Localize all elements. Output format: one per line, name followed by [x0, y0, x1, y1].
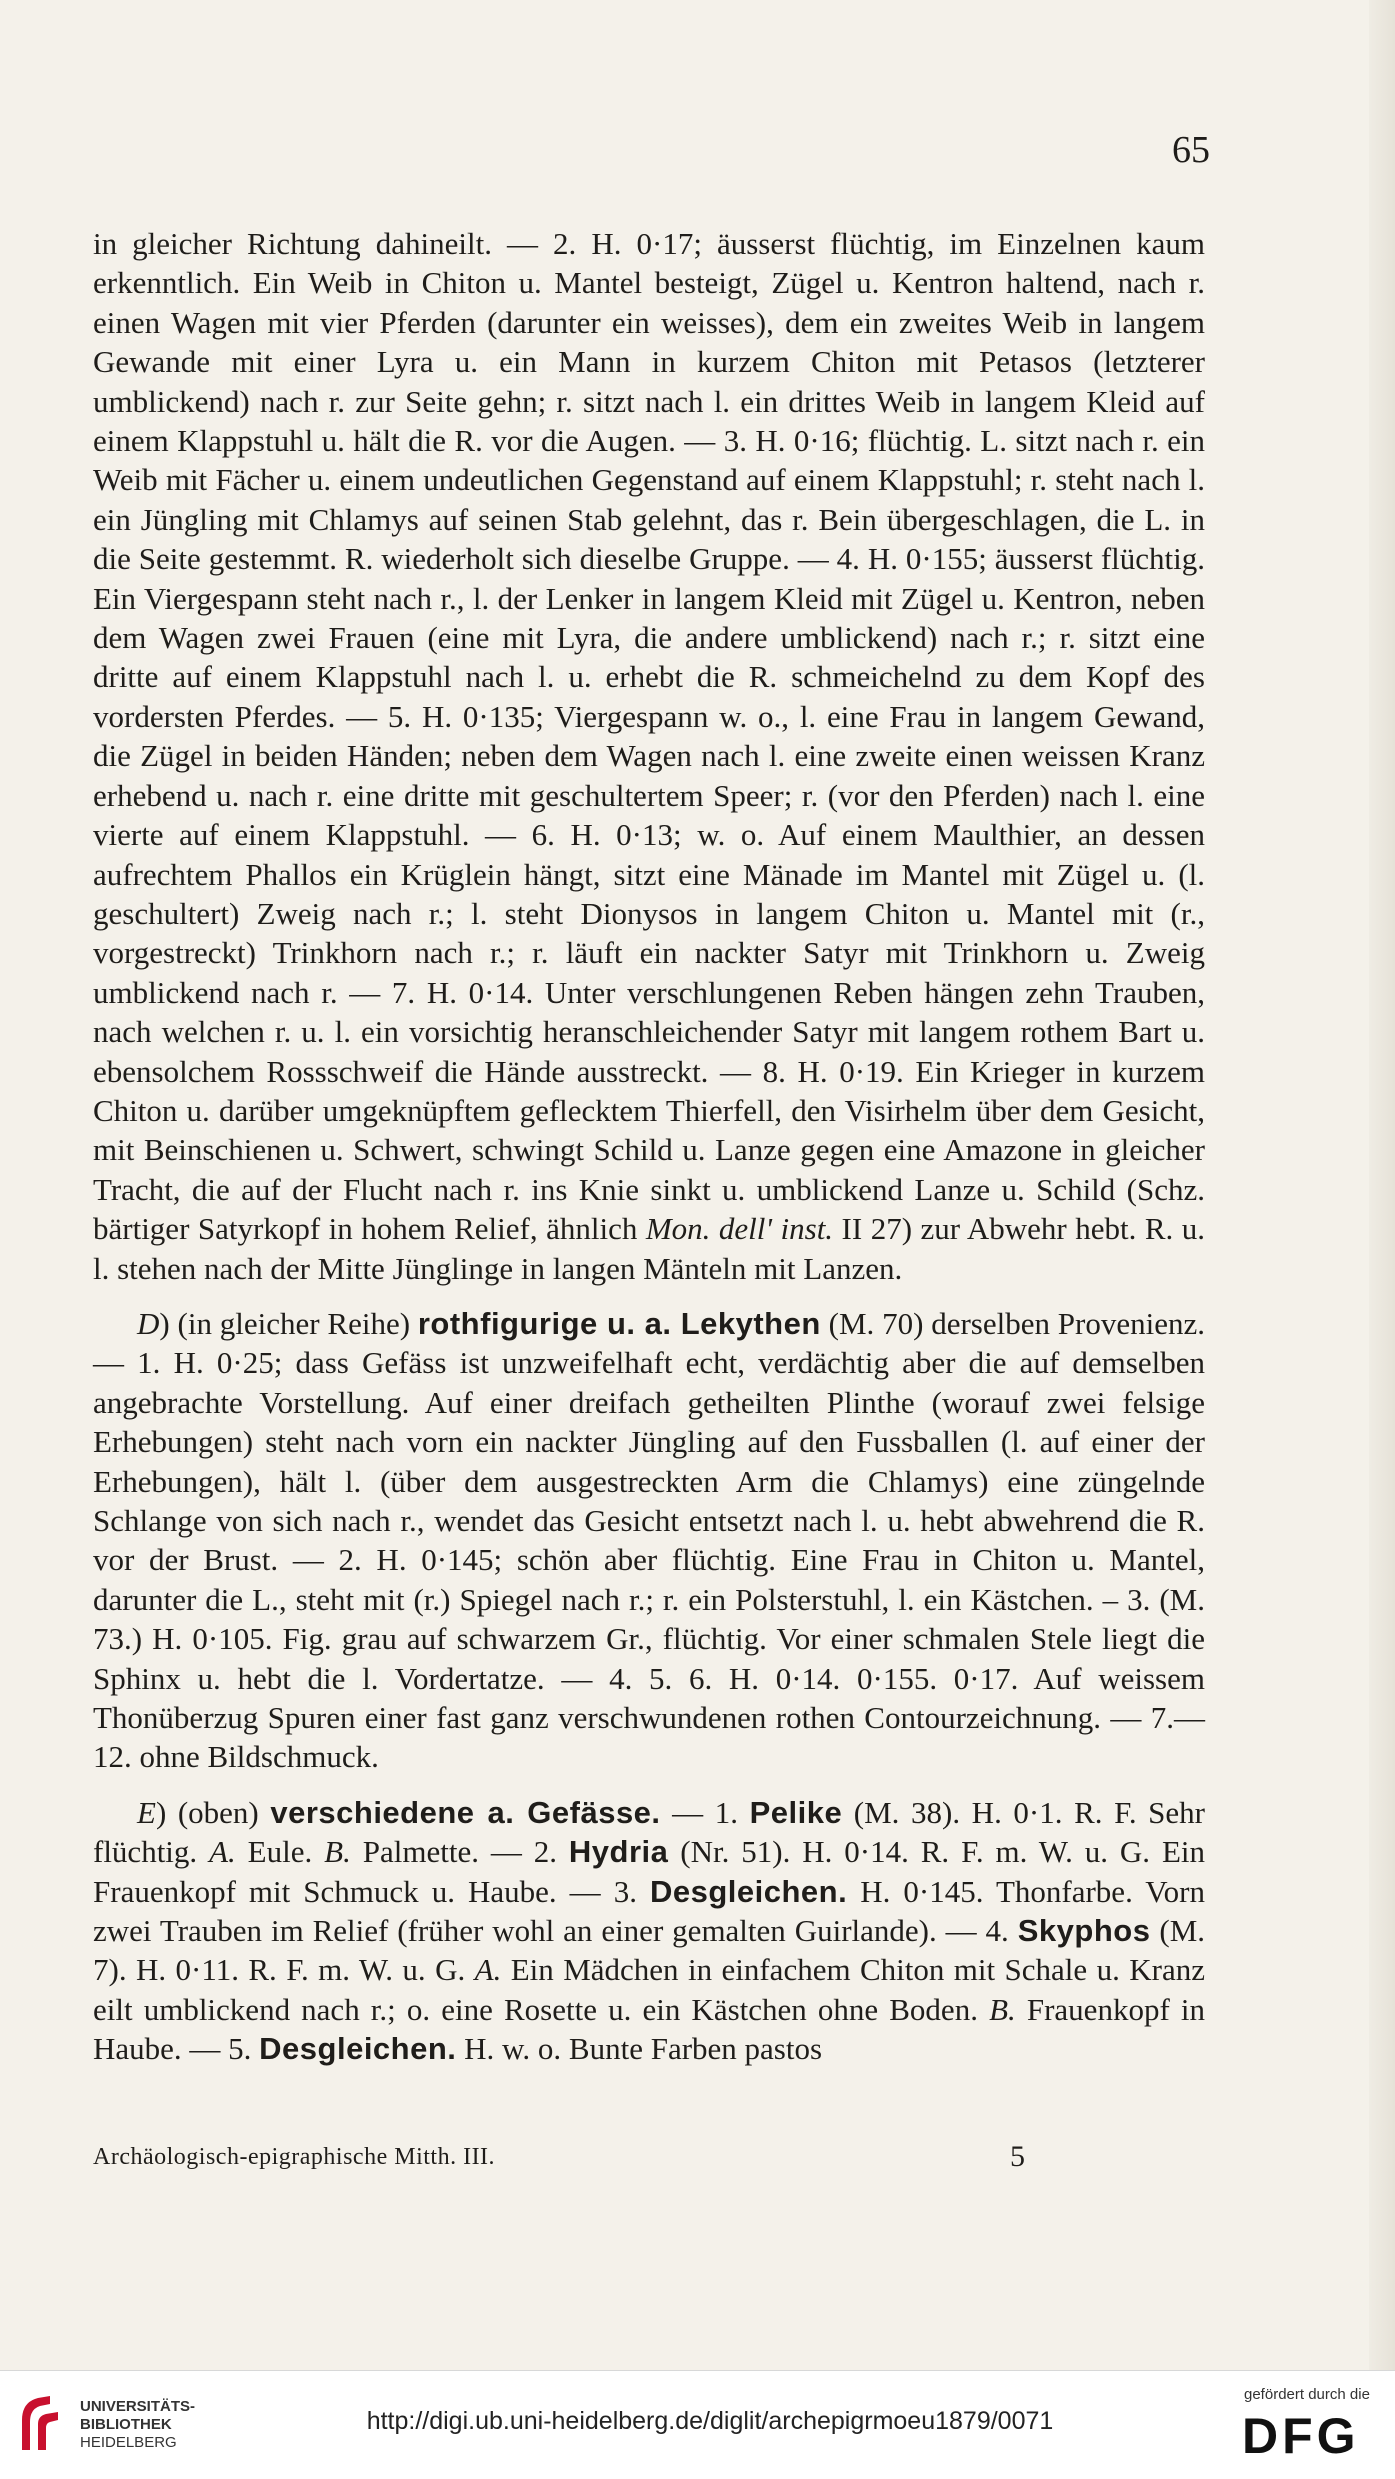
- text-run: ) (oben): [155, 1794, 271, 1830]
- heading-text: Desgleichen.: [259, 2031, 457, 2067]
- heading-text: rothfigurige u. a. Lekythen: [417, 1305, 821, 1341]
- text-run: H. 0·145. Thonfarbe. Vorn zwei Trauben im Relief (früher wohl an einer gemalten Guirlande). — 4.: [93, 1873, 1206, 1949]
- italic-text: B.: [324, 1834, 351, 1870]
- text-run: in gleicher Richtung dahineilt. — 2. H. 0·17; äusserst flüchtig, im Einzelnen kaum erkenntlich. Ein Weib in Chiton u. Mantel besteigt, Zügel u. Kentron haltend, nach r. einen Wagen mit vier Pferden (darunter ein weisses), dem ein zweites Weib in langem Gewande mit einer Lyra u. ein Mann in kurzem Chiton mit Petasos (letzterer umblickend) nach r. zur Seite gehn; r. sitzt nach l. ein drittes Weib in langem Kleid auf einem Klappstuhl u. hält die R. vor die Augen. — 3. H. 0·16; flüchtig. L. sitzt nach r. ein Weib mit Fächer u. einem undeutlichen Gegenstand auf einem Klappstuhl; r. steht nach l. ein Jüngling mit Chlamys auf seinen Stab gelehnt, das r. Bein übergeschlagen, die L. in die Seite gestemmt. R. wiederholt sich dieselbe Gruppe. — 4. H. 0·155; äusserst flüchtig. Ein Viergespann steht nach r., l. der Lenker in langem Kleid mit Zügel u. Kentron, neben dem Wagen zwei Frauen (eine mit Lyra, die andere umblickend) nach r.; r. sitzt eine dritte auf einem Klappstuhl nach l. u. erhebt die R. schmeichelnd zu dem Kopf des vordersten Pferdes. — 5. H. 0·135; Viergespann w. o., l. eine Frau in langem Gewand, die Zügel in beiden Händen; neben dem Wagen nach l. eine zweite einen weissen Kranz erhebend u. nach r. eine dritte mit geschultertem Speer; r. (vor den Pferden) nach l. eine vierte auf einem Klappstuhl. — 6. H. 0·13; w. o. Auf einem Maulthier, an dessen aufrechtem Phallos ein Krüglein hängt, sitzt eine Mänade im Mantel mit Zügel u. (l. geschultert) Zweig nach r.; l. steht Dionysos in langem Chiton u. Mantel mit (r., vorgestreckt) Trinkhorn nach r.; r. läuft ein nackter Satyr mit Trinkhorn u. Zweig umblickend nach r. — 7. H. 0·14. Unter verschlungenen Reben hängen zehn Trauben, nach welchen r. u. l. ein vorsichtig heranschleichender Satyr mit langem rothem Bart u. ebensolchem Rossschweif die Hände ausstreckt. — 8. H. 0·19. Ein Krieger in kurzem Chiton u. darüber umgeknüpftem geflecktem Thierfell, den Visirhelm über dem Gesicht, mit Beinschienen u. Schwert, schwingt Schild u. Lanze gegen eine Amazone in gleicher Tracht, die auf der Flucht nach r. ins Knie sinkt u. umblickend Lanze u. Schild (Schz. bärtiger Satyrkopf in hohem Relief, ähnlich: [93, 226, 1205, 1247]
- text-run: (M. 70) derselben Provenienz. — 1. H. 0·25; dass Gefäss ist unzweifelhaft echt, verdächtig aber die auf demselben angebrachte Vorstellung. Auf einer dreifach getheilten Plinthe (worauf zwei felsige Erhebungen) steht nach vorn ein nackter Jüngling auf den Fussballen (l. auf einer der Erhebungen), hält l. (über dem ausgestreckten Arm die Chlamys) eine züngelnde Schlange von sich nach r., wendet das Gesicht entsetzt nach l. u. hebt abwehrend die R. vor der Brust. — 2. H. 0·145; schön aber flüchtig. Eine Frau in Chiton u. Mantel, darunter die L., steht mit (r.) Spiegel nach r.; r. ein Polsterstuhl, l. ein Kästchen. – 3. (M. 73.) H. 0·105. Fig. grau auf schwarzem Gr., flüchtig. Vor einer schmalen Stele liegt die Sphinx u. hebt die l. Vordertatze. — 4. 5. 6. H. 0·14. 0·155. 0·17. Auf weissem Thonüberzug Spuren einer fast ganz verschwundenen rothen Contourzeichnung. — 7.—12. ohne Bildschmuck.: [93, 1305, 1205, 1775]
- heading-text: Hydria: [568, 1834, 669, 1870]
- heading-text: Desgleichen.: [649, 1873, 848, 1909]
- italic-text: E: [137, 1794, 156, 1830]
- italic-text: A.: [474, 1952, 502, 1988]
- text-run: — 1.: [660, 1794, 750, 1830]
- text-run: ) (in gleicher Reihe): [159, 1305, 418, 1341]
- library-logo-icon: [16, 2390, 68, 2458]
- text-run: (M. 7). H. 0·11. R. F. m. W. u. G.: [93, 1913, 1206, 1988]
- paragraph: [93, 1304, 1205, 1777]
- dfg-caption: gefördert durch die: [1244, 2386, 1370, 2403]
- paragraph: [93, 1793, 1205, 2069]
- permalink-url[interactable]: http://digi.ub.uni-heidelberg.de/diglit/archepigrmoeu1879/0071: [366, 2407, 1054, 2435]
- library-line-1: UNIVERSITÄTS-: [80, 2398, 196, 2415]
- text-run: (M. 38). H. 0·1. R. F. Sehr flüchtig.: [93, 1794, 1206, 1870]
- library-name: [80, 2398, 195, 2452]
- italic-text: B.: [989, 1991, 1016, 2027]
- running-footer: Archäologisch-epigraphische Mitth. III.: [93, 2144, 496, 2170]
- page-edge: [1369, 0, 1395, 2370]
- paragraph: [93, 224, 1205, 1288]
- text-run: Eule.: [235, 1834, 325, 1870]
- heading-text: verschiedene a. Gefässe.: [270, 1794, 661, 1830]
- library-line-3: HEIDELBERG: [80, 2434, 177, 2451]
- page-number: 65: [1172, 129, 1210, 171]
- body-text: [93, 224, 1205, 2069]
- text-run: H. w. o. Bunte Farben pastos: [456, 2031, 823, 2067]
- text-run: Frauenkopf in Haube. — 5.: [93, 1991, 1205, 2067]
- italic-text: A.: [209, 1834, 236, 1870]
- text-run: II 27) zur Abwehr hebt. R. u. l. stehen nach der Mitte Jünglinge in langen Mänteln mit Lanzen.: [93, 1211, 1206, 1286]
- dfg-logo: DFG: [1242, 2408, 1360, 2464]
- italic-text: D: [137, 1305, 160, 1341]
- heading-text: Pelike: [749, 1794, 843, 1830]
- text-run: Palmette. — 2.: [350, 1834, 569, 1870]
- italic-text: Mon. dell' inst.: [645, 1211, 834, 1247]
- library-line-2: BIBLIOTHEK: [80, 2416, 172, 2433]
- text-run: Ein Mädchen in einfachem Chiton mit Schale u. Kranz eilt umblickend nach r.; o. eine Rosette u. ein Kästchen ohne Boden.: [93, 1952, 1205, 2027]
- text-run: (Nr. 51). H. 0·14. R. F. m. W. u. G. Ein Frauenkopf mit Schmuck u. Haube. — 3.: [93, 1834, 1205, 1909]
- signature-mark: 5: [1010, 2140, 1025, 2173]
- heading-text: Skyphos: [1017, 1913, 1151, 1949]
